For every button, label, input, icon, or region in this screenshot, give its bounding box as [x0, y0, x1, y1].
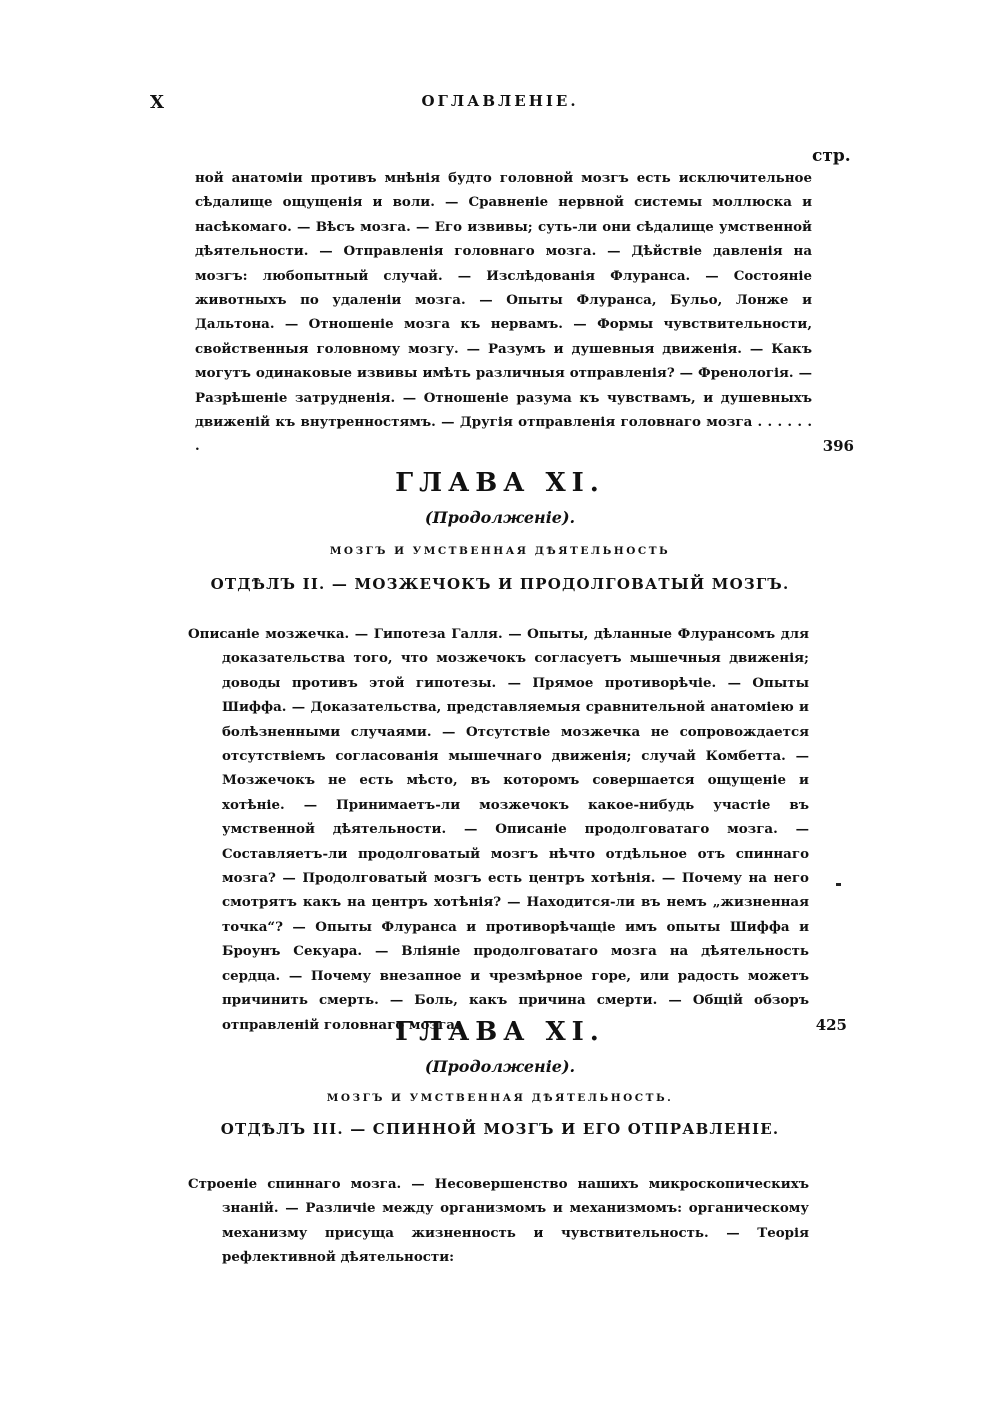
- toc-entry-2-page: 425: [815, 1015, 847, 1034]
- chapter-2-section: ОТДѢЛЪ III. — СПИННОЙ МОЗГЪ И ЕГО ОТПРАВЛЕНІЕ.: [220, 1120, 780, 1138]
- toc-entry-3: [188, 1172, 809, 1270]
- chapter-heading-2: [150, 1017, 850, 1138]
- chapter-2-continuation: (Продолженіе).: [424, 1057, 576, 1076]
- running-title: ОГЛАВЛЕНІЕ.: [421, 92, 579, 110]
- toc-entry-1: [195, 166, 854, 459]
- chapter-1-subject: МОЗГЪ И УМСТВЕННАЯ ДѢЯТЕЛЬНОСТЬ: [329, 545, 671, 557]
- chapter-2-subject: МОЗГЪ И УМСТВЕННАЯ ДѢЯТЕЛЬНОСТЬ.: [326, 1092, 674, 1104]
- ink-mark: [836, 883, 841, 886]
- chapter-2-title: ГЛАВА XI.: [395, 1017, 605, 1047]
- toc-entry-1-page: 396: [822, 437, 854, 456]
- toc-entry-1-text: ной анатоміи противъ мнѣнія будто головной мозгъ есть исключительное сѣдалище ощущенія и воли. — Сравненіе нервной системы моллюска и насѣкомаго. — Вѣсъ мозга. — Его извивы; суть-ли они сѣдалище умственной дѣятельности. — Отправленія головнаго мозга. — Дѣйствіе давленія на мозгъ: любопытный случай. — Изслѣдованія Флуранса. — Состояніе животныхъ по удаленіи мозга. — Опыты Флуранса, Бульо, Лонже и Дальтона. — Отношеніе мозга къ нервамъ. — Формы чувствительности, свойственныя головному мозгу. — Разумъ и душевныя движенія. — Какъ могутъ одинаковые извивы имѣть различныя отправленія? — Френологія. — Разрѣшеніе затрудненія. — Отношеніе разума къ чувствамъ, и душевныхъ движеній къ внутренностямъ. — Другія отправленія головнаго мозга . . . . . . .: [195, 170, 812, 455]
- toc-entry-3-text: Строеніе спиннаго мозга. — Несовершенство нашихъ микроскопическихъ знаній. — Различіе между организмомъ и механизмомъ: органическому механизму присуща жизненность и чувствительность. — Теорія рефлективной дѣятельности:: [188, 1176, 809, 1266]
- toc-entry-2: [188, 622, 847, 1037]
- page-column-label: стр.: [812, 146, 851, 166]
- chapter-1-title: ГЛАВА XI.: [395, 468, 605, 498]
- page-number: X: [150, 92, 164, 113]
- chapter-heading-1: [150, 468, 850, 593]
- running-head: [150, 92, 850, 116]
- chapter-1-section: ОТДѢЛЪ II. — МОЗЖЕЧОКЪ И ПРОДОЛГОВАТЫЙ МОЗГЪ.: [210, 575, 790, 593]
- chapter-1-continuation: (Продолженіе).: [424, 508, 576, 527]
- toc-entry-2-text: Описаніе мозжечка. — Гипотеза Галля. — Опыты, дѣланные Флурансомъ для доказательства того, что мозжечокъ согласуетъ мышечныя движенія; доводы противъ этой гипотезы. — Прямое противорѣчіе. — Опыты Шиффа. — Доказательства, представляемыя сравнительной анатоміею и болѣзненными случаями. — Отсутствіе мозжечка не сопровождается отсутствіемъ согласованія мышечнаго движенія; случай Комбетта. — Мозжечокъ не есть мѣсто, въ которомъ совершается ощущеніе и хотѣніе. — Принимаетъ-ли мозжечокъ какое-нибудь участіе въ умственной дѣятельности. — Описаніе продолговатаго мозга. — Составляетъ-ли продолговатый мозгъ нѣчто отдѣльное отъ спиннаго мозга? — Продолговатый мозгъ есть центръ хотѣнія. — Почему на него смотрятъ какъ на центръ хотѣнія? — Находится-ли въ немъ „жизненная точка“? — Опыты Флуранса и противорѣчащіе имъ опыты Шиффа и Броунъ Секуара. — Вліяніе продолговатаго мозга на дѣятельность сердца. — Почему внезапное и чрезмѣрное горе, или радость можетъ причинить смерть. — Боль, какъ причина смерти. — Общій обзоръ отправленій головнаго мозга.: [188, 626, 809, 1033]
